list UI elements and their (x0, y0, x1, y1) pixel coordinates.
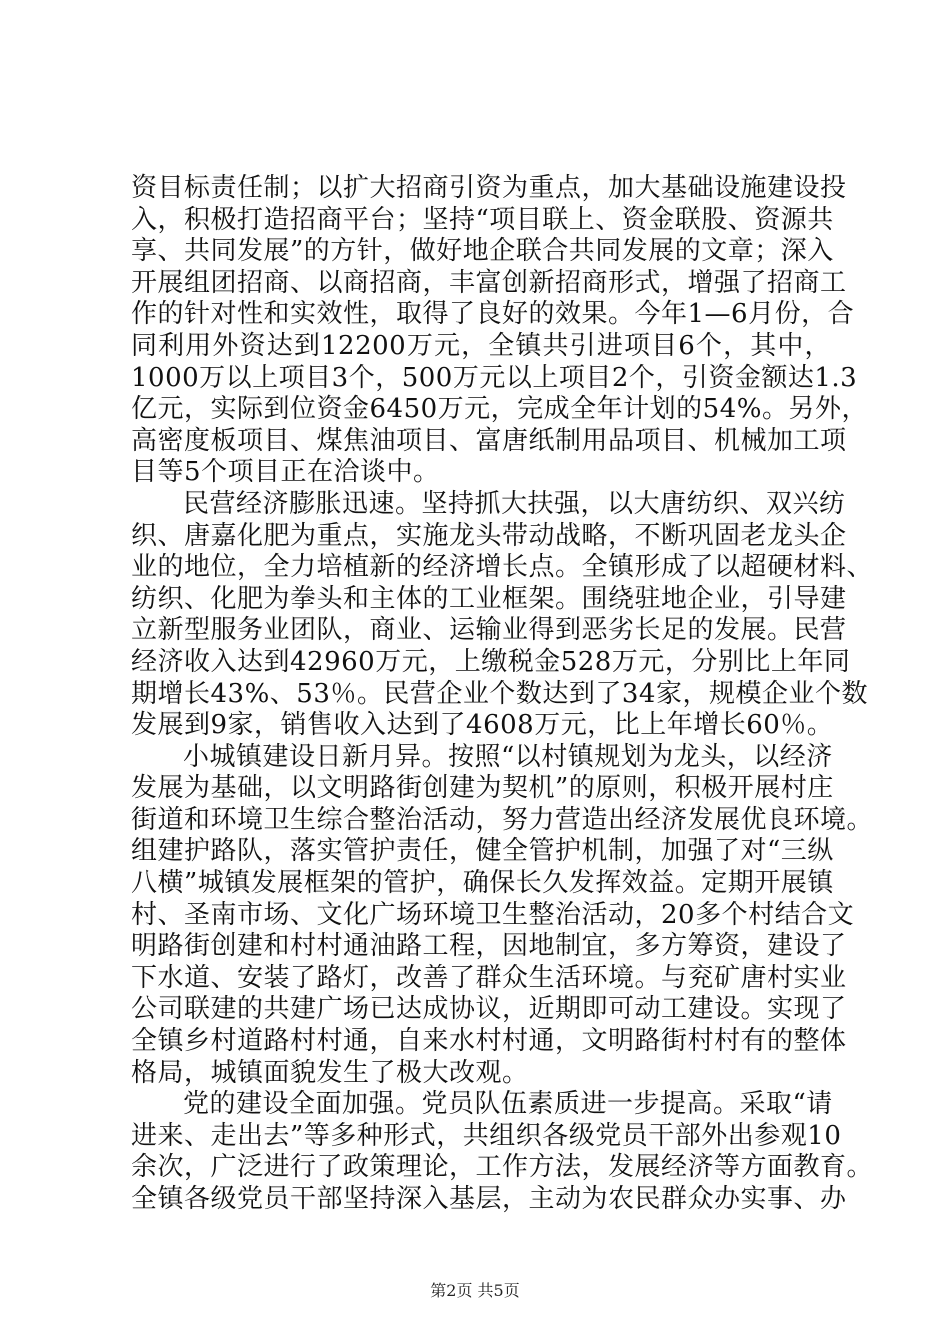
text-line: 进来、走出去”等多种形式，共组织各级党员干部外出参观10 (131, 1120, 842, 1151)
text-line: 下水道、安装了路灯，改善了群众生活环境。与兖矿唐村实业 (131, 962, 847, 993)
text-line: 八横”城镇发展框架的管护，确保长久发挥效益。定期开展镇 (131, 868, 834, 899)
text-line: 格局，城镇面貌发生了极大改观。 (131, 1057, 529, 1088)
text-line: 民营经济膨胀迅速。坚持抓大扶强，以大唐纺织、双兴纺 (183, 488, 846, 519)
text-line: 同利用外资达到12200万元，全镇共引进项目6个，其中， (131, 330, 831, 361)
text-line: 村、圣南市场、文化广场环境卫生整治活动，20多个村结合文 (131, 899, 855, 930)
text-line: 经济收入达到42960万元，上缴税金528万元，分别比上年同 (131, 646, 851, 677)
text-line: 党的建设全面加强。党员队伍素质进一步提高。采取“请 (183, 1089, 833, 1120)
text-line: 街道和环境卫生综合整治活动，努力营造出经济发展优良环境。 (131, 804, 874, 835)
text-line: 资目标责任制；以扩大招商引资为重点，加大基础设施建设投 (131, 173, 847, 203)
text-line: 织、唐嘉化肥为重点，实施龙头带动战略，不断巩固老龙头企 (131, 520, 847, 551)
text-line: 发展到9家，销售收入达到了4608万元，比上年增长60％。 (131, 710, 834, 741)
text-line: 全镇乡村道路村村通，自来水村村通，文明路街村村有的整体 (131, 1026, 847, 1057)
text-line: 发展为基础，以文明路街创建为契机”的原则，积极开展村庄 (131, 773, 834, 804)
text-line: 业的地位，全力培植新的经济增长点。全镇形成了以超硬材料、 (131, 552, 874, 583)
text-line: 开展组团招商、以商招商，丰富创新招商形式，增强了招商工 (131, 267, 847, 298)
text-line: 享、共同发展”的方针，做好地企联合共同发展的文章；深入 (131, 236, 834, 267)
text-line: 亿元，实际到位资金6450万元，完成全年计划的54%。另外， (131, 394, 868, 425)
document-body (131, 173, 874, 1216)
text-line: 明路街创建和村村通油路工程，因地制宜，多方筹资，建设了 (131, 931, 847, 962)
text-line: 组建护路队，落实管护责任，健全管护机制，加强了对“三纵 (131, 836, 834, 867)
text-line: 小城镇建设日新月异。按照“以村镇规划为龙头，以经济 (183, 741, 833, 772)
text-line: 期增长43%、53％。民营企业个数达到了34家，规模企业个数 (131, 678, 868, 709)
text-line: 全镇各级党员干部坚持深入基层，主动为农民群众办实事、办 (131, 1184, 847, 1214)
page-footer (0, 1278, 950, 1301)
text-line: 入，积极打造招商平台；坚持“项目联上、资金联股、资源共 (131, 204, 834, 235)
text-line: 作的针对性和实效性，取得了良好的效果。今年1—6月份，合 (131, 299, 855, 330)
text-line: 目等5个项目正在洽谈中。 (131, 457, 440, 488)
text-line: 高密度板项目、煤焦油项目、富唐纸制用品项目、机械加工项 (131, 425, 847, 456)
text-line: 立新型服务业团队，商业、运输业得到恶劣长足的发展。民营 (131, 615, 847, 646)
text-line: 余次，广泛进行了政策理论，工作方法，发展经济等方面教育。 (131, 1152, 874, 1183)
text-line: 纺织、化肥为拳头和主体的工业框架。围绕驻地企业，引导建 (131, 583, 847, 614)
page-number: 第2页 共5页 (430, 1281, 520, 1300)
text-line: 1000万以上项目3个，500万元以上项目2个，引资金额达1.3 (131, 362, 858, 393)
text-line: 公司联建的共建广场已达成协议，近期即可动工建设。实现了 (131, 994, 847, 1025)
